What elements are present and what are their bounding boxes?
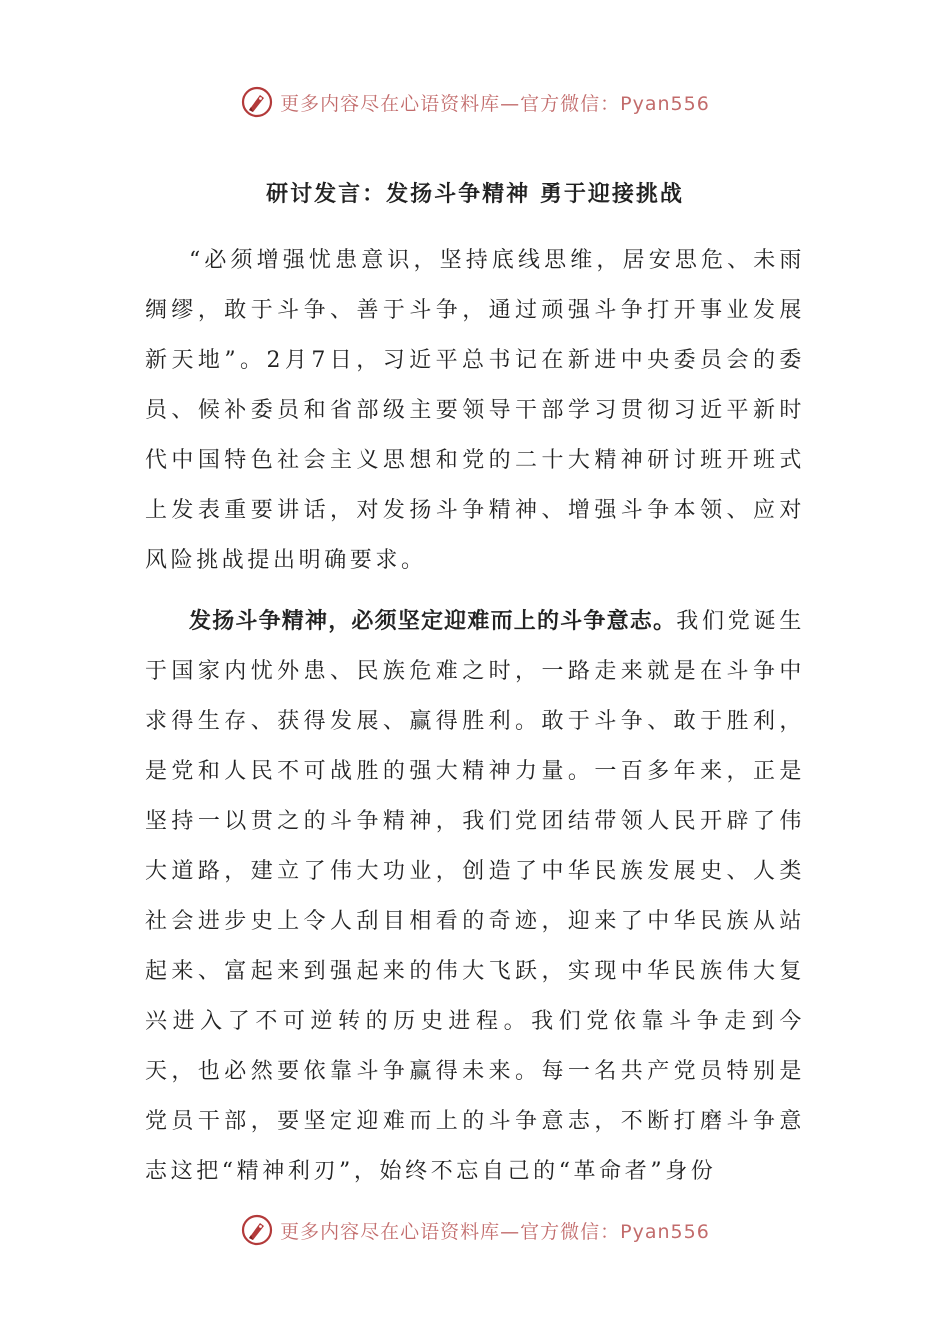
watermark-text: 更多内容尽在心语资料库—官方微信：Pyan556 [280, 92, 710, 115]
pen-nib-logo-icon [240, 1213, 274, 1247]
watermark-text: 更多内容尽在心语资料库—官方微信：Pyan556 [280, 1220, 710, 1243]
paragraph-2-lead: 发扬斗争精神，必须坚定迎难而上的斗争意志。 [189, 608, 677, 634]
paragraph-1 [145, 236, 805, 586]
paragraph-2 [145, 596, 805, 1197]
pen-nib-logo-icon [240, 85, 274, 119]
paragraph-1-text: “必须增强忧患意识，坚持底线思维，居安思危、未雨绸缪，敢于斗争、善于斗争，通过顽强斗争打开事业发展新天地”。2月7日，习近平总书记在新进中央委员会的委员、候补委员和省部级主要领导干部学习贯彻习近平新时代中国特色社会主义思想和党的二十大精神研讨班开班式上发表重要讲话，对发扬斗争精神、增强斗争本领、应对风险挑战提出明确要求。 [145, 248, 805, 573]
footer-watermark [0, 1210, 950, 1250]
paragraph-2-text: 我们党诞生于国家内忧外患、民族危难之时，一路走来就是在斗争中求得生存、获得发展、赢得胜利。敢于斗争、敢于胜利，是党和人民不可战胜的强大精神力量。一百多年来，正是坚持一以贯之的斗争精神，我们党团结带领人民开辟了伟大道路，建立了伟大功业，创造了中华民族发展史、人类社会进步史上令人刮目相看的奇迹，迎来了中华民族从站起来、富起来到强起来的伟大飞跃，实现中华民族伟大复兴进入了不可逆转的历史进程。我们党依靠斗争走到今天，也必然要依靠斗争赢得未来。每一名共产党员特别是党员干部，要坚定迎难而上的斗争意志，不断打磨斗争意志这把“精神利刃”，始终不忘自己的“革命者”身份 [145, 609, 805, 1184]
document-body [145, 160, 805, 1197]
header-watermark [0, 82, 950, 122]
document-title: 研讨发言：发扬斗争精神 勇于迎接挑战 [266, 181, 684, 207]
